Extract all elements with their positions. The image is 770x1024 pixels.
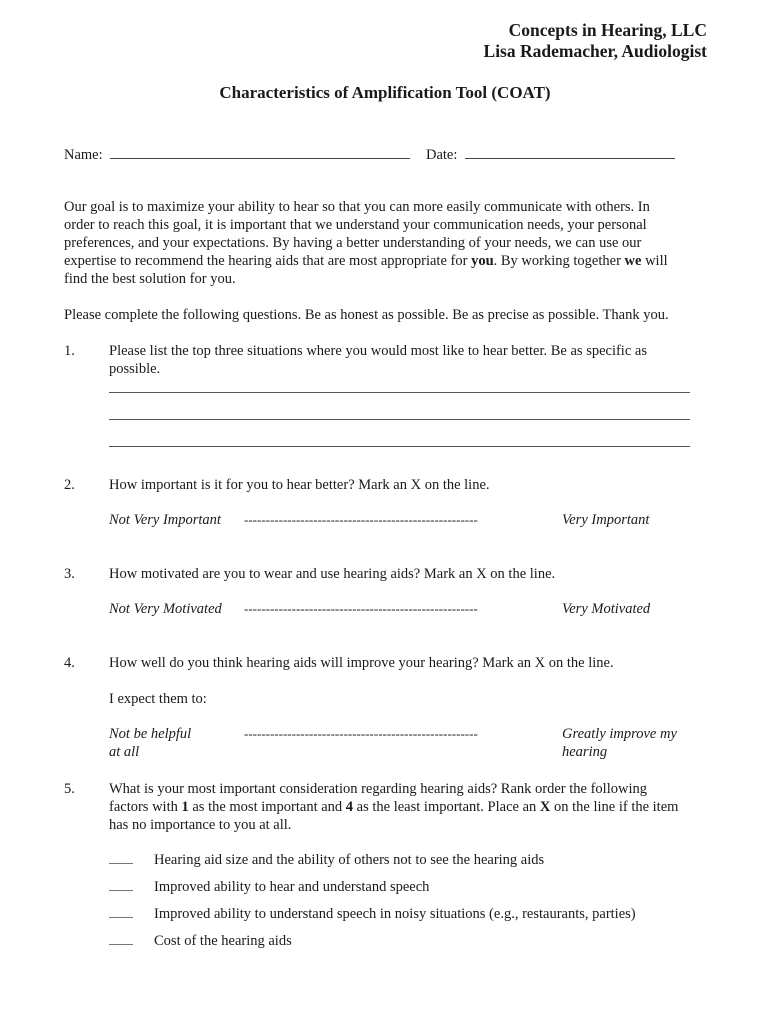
q2-scale-line[interactable]: ------------------------------------------------------ [244, 512, 478, 527]
q5-line2-pre: factors with [109, 799, 182, 815]
q4-scale-right-label-1: Greatly improve my [562, 726, 677, 742]
q5-rank-item [109, 932, 292, 950]
intro-line-4-pre: expertise to recommend the hearing aids that are most appropriate for [64, 253, 472, 269]
q1-text-line-1: Please list the top three situations where you would most like to hear better. Be as specific as [109, 343, 647, 359]
q4-number: 4. [64, 655, 75, 671]
q5-text-line-2 [109, 798, 678, 816]
q3-text: How motivated are you to wear and use hearing aids? Mark an X on the line. [109, 566, 556, 582]
emphasis-you: you [471, 253, 494, 269]
rank-item-label: Cost of the hearing aids [154, 933, 292, 949]
q1-text-line-2: possible. [109, 361, 161, 377]
q5-line2-mid2: as the least important. Place an [353, 799, 540, 815]
form-title: Characteristics of Amplification Tool (COAT) [219, 83, 551, 102]
intro-line-4-post: will [641, 253, 668, 269]
q1-answer-line-2[interactable] [109, 419, 690, 420]
q3-number: 3. [64, 566, 75, 582]
intro-line-4-mid: . By working together [493, 253, 625, 269]
q4-expect-label: I expect them to: [109, 691, 207, 707]
emphasis-we: we [624, 253, 642, 269]
rank-item-label: Hearing aid size and the ability of others not to see the hearing aids [154, 852, 545, 868]
q1-answer-line-1[interactable] [109, 392, 690, 393]
name-input-line[interactable] [110, 145, 410, 159]
q5-line2-post: on the line if the item [550, 799, 679, 815]
q2-text: How important is it for you to hear better? Mark an X on the line. [109, 477, 490, 493]
q5-text-line-3: has no importance to you at all. [109, 817, 292, 833]
rank-input-line[interactable] [109, 878, 133, 891]
q5-number: 5. [64, 781, 75, 797]
q5-rank-4: 4 [345, 799, 354, 815]
q4-text: How well do you think hearing aids will improve your hearing? Mark an X on the line. [109, 655, 614, 671]
name-label: Name: [64, 147, 103, 163]
q4-scale-line[interactable]: ------------------------------------------------------ [244, 726, 478, 741]
q3-scale-line[interactable]: ------------------------------------------------------ [244, 601, 478, 616]
company-name: Concepts in Hearing, LLC [508, 20, 707, 40]
q2-number: 2. [64, 477, 75, 493]
q1-number: 1. [64, 343, 75, 359]
date-label: Date: [426, 147, 458, 163]
q5-rank-item [109, 851, 545, 869]
rank-item-label: Improved ability to hear and understand speech [154, 879, 430, 895]
q1-answer-line-3[interactable] [109, 446, 690, 447]
q3-scale-right-label: Very Motivated [562, 601, 651, 617]
q5-rank-item [109, 905, 636, 923]
q5-mark-x: X [539, 799, 551, 815]
intro-line-2: order to reach this goal, it is important that we understand your communication needs, your personal [64, 217, 647, 233]
rank-item-label: Improved ability to understand speech in noisy situations (e.g., restaurants, parties) [154, 906, 636, 922]
intro-line-5: find the best solution for you. [64, 271, 236, 287]
rank-input-line[interactable] [109, 932, 133, 945]
instructions: Please complete the following questions. Be as honest as possible. Be as precise as possible. Thank you. [64, 307, 669, 323]
q5-rank-1: 1 [181, 799, 189, 815]
q5-text-line-1: What is your most important consideration regarding hearing aids? Rank order the following [109, 781, 647, 797]
date-input-line[interactable] [465, 145, 675, 159]
q2-scale-left-label: Not Very Important [109, 512, 221, 528]
intro-line-1: Our goal is to maximize your ability to hear so that you can more easily communicate with others. In [64, 199, 650, 215]
rank-input-line[interactable] [109, 905, 133, 918]
q2-scale-right-label: Very Important [562, 512, 650, 528]
q4-scale-right-label-2: hearing [562, 744, 608, 760]
intro-line-4 [64, 252, 668, 270]
name-field-row [64, 145, 410, 164]
intro-line-3: preferences, and your expectations. By having a better understanding of your needs, we can use our [64, 235, 642, 251]
q4-scale-left-label-2: at all [109, 744, 140, 760]
rank-input-line[interactable] [109, 851, 133, 864]
q3-scale-left-label: Not Very Motivated [109, 601, 222, 617]
q5-rank-item [109, 878, 430, 896]
q5-line2-mid: as the most important and [188, 799, 346, 815]
audiologist-name: Lisa Rademacher, Audiologist [483, 41, 707, 61]
date-field-row [426, 145, 675, 164]
q4-scale-left-label-1: Not be helpful [109, 726, 192, 742]
